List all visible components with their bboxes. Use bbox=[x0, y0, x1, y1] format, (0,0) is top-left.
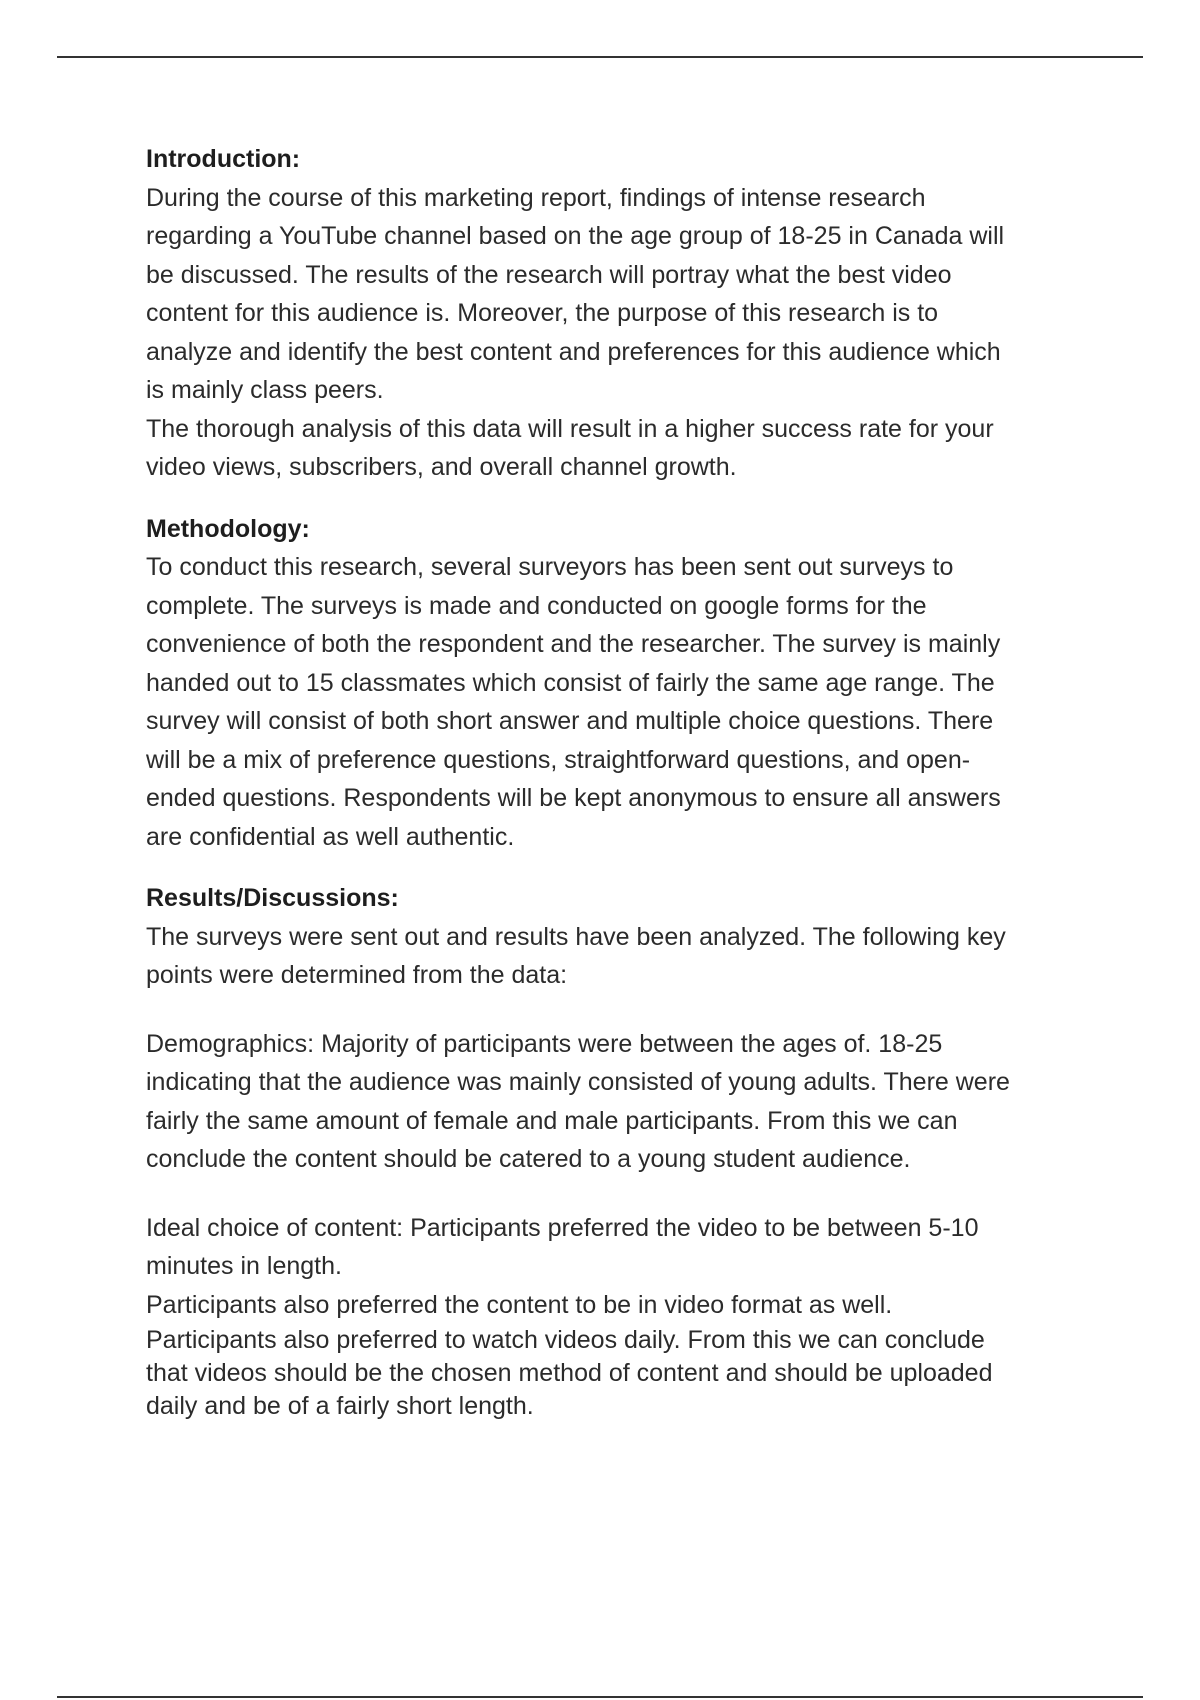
methodology-paragraph: To conduct this research, several surveyors has been sent out surveys to complete. The surveys is made and conducted on google forms for the convenience of both the respondent and the researcher. The survey is mainly handed out to 15 classmates which consist of fairly the same age range. The survey will consist of both short answer and multiple choice questions. There will be a mix of preference questions, straightforward questions, and open- ended questions. Respondents will be kept anonymous to ensure all answers are confidential as well authentic. bbox=[146, 553, 1001, 851]
results-heading: Results/Discussions: bbox=[146, 884, 399, 912]
top-rule bbox=[57, 56, 1143, 58]
introduction-paragraph: The thorough analysis of this data will result in a higher success rate for your video views, subscribers, and overall channel growth. bbox=[146, 414, 994, 481]
methodology-heading: Methodology: bbox=[146, 514, 310, 543]
demographics-paragraph: Demographics: Majority of participants were between the ages of. 18-25 indicating that the audience was mainly consisted of young adults. There were fairly the same amount of female and male participants. From this we can conclude the content should be catered to a young student audience. bbox=[146, 1029, 1010, 1173]
upload-frequency-paragraph: Participants also preferred to watch videos daily. From this we can conclude that videos should be the chosen method of content and should be uploaded daily and be of a fairly short length. bbox=[146, 1326, 993, 1420]
introduction-paragraph: During the course of this marketing report, findings of intense research regarding a YouTube channel based on the age group of 18-25 in Canada will be discussed. The results of the research will portray what the best video content for this audience is. Moreover, the purpose of this research is to analyze and identify the best content and preferences for this audience which is mainly class peers. bbox=[146, 183, 1005, 404]
content-format-paragraph: Participants also preferred the content to be in video format as well. bbox=[146, 1290, 893, 1319]
introduction-section bbox=[146, 140, 1096, 487]
bottom-rule bbox=[57, 1696, 1143, 1698]
content-choice-paragraph: Ideal choice of content: Participants preferred the video to be between 5-10 minutes in length. bbox=[146, 1213, 979, 1280]
document-body bbox=[146, 140, 1096, 1423]
results-intro-paragraph: The surveys were sent out and results have been analyzed. The following key points were determined from the data: bbox=[146, 922, 1006, 989]
results-section bbox=[146, 879, 1096, 1423]
introduction-heading: Introduction: bbox=[146, 145, 301, 173]
methodology-section bbox=[146, 510, 1096, 857]
